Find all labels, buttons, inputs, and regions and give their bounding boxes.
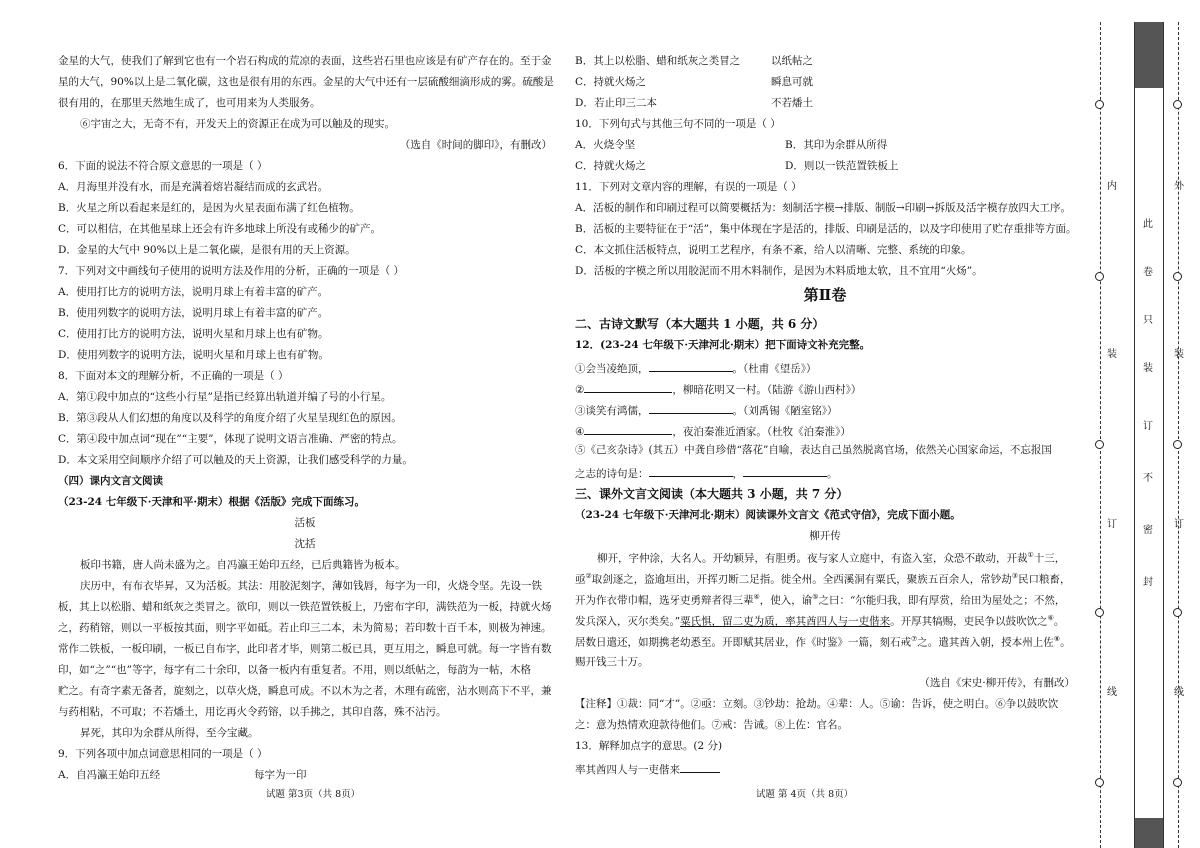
question-11-stem: 11．下列对文章内容的理解，有误的一项是（ ） (575, 181, 802, 193)
fill-in-item: ④ ，夜泊秦淮近酒家。（杜牧《泊秦淮》） (575, 426, 851, 438)
answer-blank[interactable] (584, 382, 672, 393)
page-footer: 试题 第3页（共 8页） (266, 789, 361, 800)
fill-in-item: ③谈笑有鸿儒， 。（刘禹锡《陋室铭》） (575, 405, 838, 417)
section-heading: 三、课外文言文阅读（本大题共 3 小题，共 7 分） (575, 487, 849, 501)
option: D．则以一铁范置铁板上 (785, 160, 899, 172)
binding-hole-icon (1095, 440, 1104, 449)
question-6-stem: 6．下面的说法不符合原文意思的一项是（ ） (58, 160, 268, 172)
option: D．使用列数字的说明方法，说明火星和月球上也有矿物。 (58, 349, 329, 361)
binding-label: 装 (1143, 363, 1153, 374)
binding-hole-icon (1095, 778, 1104, 787)
binding-label: 线 (1174, 687, 1184, 698)
question-8-stem: 8．下面对本文的理解分析，不正确的一项是（ ） (58, 370, 289, 382)
passage-line: 柳开，字仲涂，大名人。开幼颖异，有胆勇。夜与家人立庭中，有盗入室，众恐不敢动，开裁①十三， (597, 551, 1066, 565)
answer-blank[interactable] (584, 424, 672, 435)
binding-label: 线 (1107, 687, 1117, 698)
binding-hole-icon (1173, 100, 1182, 109)
binding-label: 订 (1174, 519, 1184, 530)
fill-in-item: 之志的诗句是： ， 。 (575, 468, 838, 480)
option: D．本文采用空间顺序介绍了可以触及的天上资源，让我们感受科学的力量。 (58, 454, 413, 466)
section-heading: （四）课内文言文阅读 (58, 475, 163, 487)
passage-title: 柳开传 (809, 530, 841, 542)
binding-label: 不 (1143, 473, 1153, 484)
passage-line: 发兵深入，灭尔类矣。”粟氏惧，留二吏为质，率其酋四人与一吏偕来。开厚其犒赐，吏民争以鼓吹饮之⑥。 (575, 614, 1065, 628)
question-12-stem: 12．(23-24 七年级下·天津河北·期末）把下面诗文补充完整。 (575, 339, 871, 351)
passage-line: 昇死，其印为余群从所得，至今宝藏。 (80, 727, 259, 739)
binding-hole-icon (1173, 440, 1182, 449)
passage-line: 庆历中，有布衣毕昇，又为活板。其法：用胶泥刻字，薄如钱唇，每字为一印，火烧令坚。先设一铁 (80, 580, 542, 592)
text-line: 很有用的，在那里天然地生成了，也可用来为人类服务。 (58, 97, 321, 109)
binding-label: 内 (1107, 181, 1117, 192)
source-citation: （选自《时间的脚印》，有删改） (399, 139, 552, 151)
seal-column (1134, 22, 1164, 848)
passage-line: 贮之。有奇字素无备者，旋刻之，以草火烧，瞬息可成。不以木为之者，木理有疏密，沾水则高下不平，兼 (58, 685, 552, 697)
binding-hole-icon (1095, 100, 1104, 109)
binding-label: 装 (1174, 349, 1184, 360)
seal-block-top (1135, 22, 1163, 88)
passage-line: 与药相粘，不可取；不若燔土，用讫再火令药镕，以手拂之，其印自落，殊不沾污。 (58, 706, 447, 718)
option: 瞬息可就 (771, 76, 813, 88)
passage-line: 开为作衣带巾帽，选牙吏勇辩者得三辈④，使入，谕⑤之曰：“尔能归我，即有厚赏，给田为屋处之；不然， (575, 593, 1066, 607)
binding-label: 外 (1174, 181, 1184, 192)
binding-label: 装 (1107, 349, 1117, 360)
fill-in-item: 率其酋四人与一吏偕来 (575, 762, 720, 776)
question-7-stem: 7．下列对文中画线句子使用的说明方法及作用的分析，正确的一项是（ ） (58, 265, 405, 277)
option: B．火星之所以看起来是红的，是因为火星表面布满了红色植物。 (58, 202, 360, 214)
page-footer: 试题 第 4页（共 8页） (756, 789, 854, 800)
option: C．本文抓住活板特点，说明工艺程序，有条不紊，给人以清晰、完整、系统的印象。 (575, 244, 972, 256)
option: C．持就火炀之 (575, 76, 647, 88)
text-line: 星的大气，90%以上是二氧化碳，这也是很有用的东西。金星的大气中还有一层硫酸细滴形成的雾。硫酸是 (58, 76, 554, 88)
option: A．自冯瀛王始印五经 (58, 769, 161, 781)
binding-hole-icon (1095, 608, 1104, 617)
question-13-stem: 13．解释加点字的意思。(2 分) (575, 740, 723, 752)
answer-blank[interactable] (649, 466, 733, 477)
passage-line: 之，药稍镕，则以一平板按其面，则字平如砥。若止印三二本，未为简易；若印数十百千本，则极为神速。 (58, 622, 552, 634)
binding-hole-icon (1173, 608, 1182, 617)
fill-in-item: ①会当凌绝顶， 。（杜甫《望岳》） (575, 363, 817, 375)
passage-line: 赐开钱三十万。 (575, 656, 649, 668)
option: D．若止印三二本 (575, 97, 657, 109)
notes: 【注释】①裁：同“才”。②亟：立刻。③钞劫：抢劫。④辈：人。⑤谕：告诉，使之明白。⑥争以鼓吹饮 (575, 698, 1059, 710)
option: C．可以相信，在其他星球上还会有许多地球上所没有或稀少的矿产。 (58, 223, 382, 235)
passage-line: 板，其上以松脂、蜡和纸灰之类冒之。欲印，则以一铁范置铁板上，乃密布字印，满铁范为一板，持就火炀 (58, 601, 552, 613)
binding-strip (1098, 22, 1200, 848)
passage-line: 板印书籍，唐人尚未盛为之。自冯瀛王始印五经，已后典籍皆为板本。 (80, 559, 406, 571)
passage-author: 沈括 (294, 538, 316, 550)
option: 不若燔土 (771, 97, 813, 109)
binding-hole-icon (1173, 778, 1182, 787)
passage-line: 亟②取剑逐之，盗逾垣出，开挥刃断二足指。徙全州。全西溪洞有粟氏，聚族五百余人，常钞劫③民口粮畜， (575, 572, 1071, 586)
answer-blank[interactable] (743, 466, 827, 477)
option: 以纸帖之 (771, 55, 813, 67)
option: B．第③段从人们幻想的角度以及科学的角度介绍了火星呈现红色的原因。 (58, 412, 402, 424)
notes: 之：意为热情欢迎款待他们。⑦戒：告诫。⑧上佐：官名。 (575, 719, 848, 731)
fill-in-item: ⑤《己亥杂诗》(其五）中龚自珍借“落花”自喻，表达自己虽然脱离官场，依然关心国家命运，不忘报国 (575, 444, 1052, 456)
fill-in-item: ② ，柳暗花明又一村。（陆游《游山西村》） (575, 384, 862, 396)
binding-label: 卷 (1143, 267, 1153, 278)
question-9-stem: 9．下列各项中加点词意思相同的一项是（ ） (58, 748, 268, 760)
option: A．月海里并没有水，而是充满着熔岩凝结而成的玄武岩。 (58, 181, 329, 193)
option: A．活板的制作和印刷过程可以简要概括为：刻制活字模→排版、制版→印刷→拆版及活字模存放四大工序。 (575, 202, 1071, 214)
option: B．其印为余群从所得 (785, 139, 888, 151)
passage-line: 居数日遣还，如期携老幼悉至。开即赋其居业，作《时鉴》一篇，刻石戒⑦之。遣其酋入朝，授本州上佐⑧。 (575, 635, 1071, 649)
option: D．金星的大气中 90%以上是二氧化碳，是很有用的天上资源。 (58, 244, 356, 256)
binding-label: 只 (1143, 315, 1153, 326)
source-citation: （选自《宋史·柳开传》，有删改） (919, 677, 1075, 689)
binding-label: 密 (1143, 525, 1153, 536)
inner-dashed-line (1100, 22, 1101, 848)
passage-intro: （23-24 七年级下·天津河北·期末）阅读课外文言文《范式守信》，完成下面小题。 (575, 509, 961, 521)
binding-label: 封 (1143, 577, 1153, 588)
section-heading: 二、古诗文默写（本大题共 1 小题，共 6 分） (575, 317, 825, 331)
option: D．活板的字模之所以用胶泥而不用木料制作，是因为木料质地太软，且不宜用“火炀”。 (575, 265, 983, 277)
option: B．使用列数字的说明方法，说明月球上有着丰富的矿产。 (58, 307, 329, 319)
binding-hole-icon (1095, 272, 1104, 281)
binding-label: 订 (1143, 421, 1153, 432)
underlined-sentence: 粟氏惧，留二吏为质，率其酋四人与一吏偕来 (680, 615, 891, 628)
volume-heading: 第Ⅱ卷 (803, 286, 847, 304)
outer-dashed-line (1178, 22, 1179, 848)
passage-intro: （23-24 七年级下·天津和平·期末）根据《活版》完成下面练习。 (58, 496, 366, 508)
option: B．活板的主要特征在于“活”，集中体现在字是活的，排版、印刷是活的，以及字印使用了贮存重排等方面。 (575, 223, 1077, 235)
passage-title: 活板 (294, 517, 316, 529)
answer-blank[interactable] (680, 762, 720, 773)
binding-label: 订 (1107, 519, 1117, 530)
option: B．其上以松脂、蜡和纸灰之类冒之 (575, 55, 741, 67)
option: 每字为一印 (254, 769, 307, 781)
option: C．使用打比方的说明方法，说明火星和月球上也有矿物。 (58, 328, 329, 340)
option: A．使用打比方的说明方法，说明月球上有着丰富的矿产。 (58, 286, 329, 298)
option: C．持就火炀之 (575, 160, 647, 172)
option: A．火烧令坚 (575, 139, 636, 151)
answer-blank[interactable] (649, 361, 733, 372)
passage-line: 常作二铁板，一板印刷，一板已自布字，此印者才毕，则第二板已具，更互用之，瞬息可就。每一字皆有数 (58, 643, 552, 655)
seal-block-bottom (1135, 818, 1163, 848)
text-line: 金星的大气，使我们了解到它也有一个岩石构成的荒凉的表面，这些岩石里也应该是有矿产存在的。至于金 (58, 55, 552, 67)
binding-label: 此 (1143, 219, 1153, 230)
option: A．第①段中加点的“这些小行星”是指已经算出轨道并编了号的小行星。 (58, 391, 392, 403)
question-10-stem: 10．下列句式与其他三句不同的一项是（ ） (575, 118, 781, 130)
binding-hole-icon (1173, 272, 1182, 281)
answer-blank[interactable] (649, 403, 733, 414)
option: C．第④段中加点词“现在”“主要”，体现了说明文语言准确、严密的特点。 (58, 433, 403, 445)
paragraph-6: ⑥宇宙之大，无奇不有，开发天上的资源正在成为可以触及的现实。 (80, 118, 395, 130)
passage-line: 印，如“之”“也”等字，每字有二十余印，以备一板内有重复者。不用，则以纸帖之，每韵为一帖，木格 (58, 664, 531, 676)
